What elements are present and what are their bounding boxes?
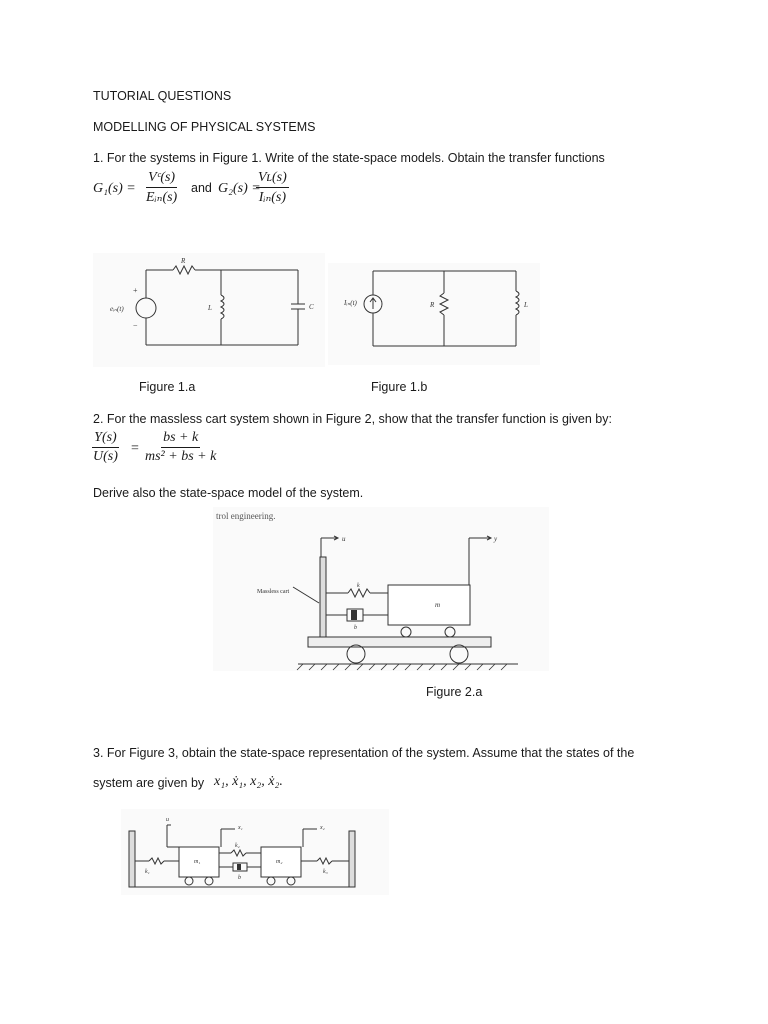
fig1a-l-label: L (208, 304, 212, 312)
question-1-text: 1. For the systems in Figure 1. Write of the state-space models. Obtain the transfer functions (93, 151, 605, 165)
fig3-u-label: u (166, 817, 169, 823)
fig1b-source-label: Iᵢₙ(t) (344, 299, 357, 307)
g2-denominator: Iᵢₙ(s) (258, 190, 287, 205)
heading-tutorial-questions: TUTORIAL QUESTIONS (93, 89, 232, 103)
question-3-text-line2: system are given by (93, 776, 205, 790)
g2-numerator: Vʟ(s) (256, 170, 289, 188)
fig2-y-label: y (494, 535, 498, 543)
figure-3-two-mass-system (121, 809, 389, 895)
fig1b-r-label: R (430, 301, 435, 309)
question-2-text: 2. For the massless cart system shown in Figure 2, show that the transfer function is given by: (93, 412, 612, 426)
figure-1a-circuit (93, 253, 325, 367)
fig2-b-label: b (354, 625, 357, 631)
fig3-k3-label: k₃ (323, 869, 328, 875)
fig2-cropped-header: trol engineering. (216, 511, 276, 521)
fig1b-l-label: L (524, 301, 528, 309)
question-2-derive: Derive also the state-space model of the system. (93, 486, 364, 500)
g2-fraction (256, 170, 289, 206)
fig1a-r-label: R (181, 257, 186, 265)
figure-2-massless-cart (213, 507, 549, 671)
q2-lhs-fraction (91, 430, 120, 465)
q2-rhs-numerator: bs + k (161, 430, 200, 448)
q2-rhs-denominator: ms² + bs + k (145, 449, 217, 464)
figure-2a-caption: Figure 2.a (426, 685, 483, 699)
fig3-k2-label: k₂ (235, 843, 240, 849)
fig2-massless-cart-label: Massless cart (257, 589, 290, 595)
g1-fraction (144, 170, 179, 206)
question-3-text: 3. For Figure 3, obtain the state-space representation of the system. Assume that the states of the (93, 746, 635, 760)
fig3-m1-label: m₁ (194, 859, 201, 865)
g1-lhs: G₁(s) = (93, 181, 136, 196)
q2-lhs-denominator: U(s) (93, 449, 118, 464)
question-3-states: x₁, ẋ₁, x₂, ẋ₂. (214, 774, 283, 789)
fig2-k-label: k (357, 583, 360, 589)
fig2-m-label: m (435, 601, 441, 609)
fig3-x1-label: x₁ (238, 825, 243, 831)
fig1a-minus-label: − (133, 321, 138, 330)
fig2-u-label: u (342, 535, 346, 543)
q2-lhs-numerator: Y(s) (92, 430, 119, 448)
figure-1b-circuit (328, 263, 540, 365)
fig1a-plus-label: + (133, 286, 138, 295)
figure-1b-caption: Figure 1.b (371, 380, 428, 394)
fig1a-c-label: C (309, 303, 314, 311)
q2-rhs-fraction (143, 430, 218, 465)
and-word: and (191, 181, 212, 195)
g1-denominator: Eᵢₙ(s) (146, 190, 178, 205)
g1-numerator: Vᶜ(s) (146, 170, 177, 188)
g2-lhs: G₂(s) = (218, 181, 261, 196)
fig3-b-label: b (238, 875, 241, 881)
fig1a-source-label: eᵢₙ(t) (110, 305, 124, 313)
fig3-k1-label: k₁ (145, 869, 150, 875)
q2-equals: = (131, 441, 139, 456)
fig3-m2-label: m₂ (276, 859, 283, 865)
figure-1a-caption: Figure 1.a (139, 380, 196, 394)
fig3-x2-label: x₂ (320, 825, 325, 831)
heading-modelling: MODELLING OF PHYSICAL SYSTEMS (93, 120, 316, 134)
